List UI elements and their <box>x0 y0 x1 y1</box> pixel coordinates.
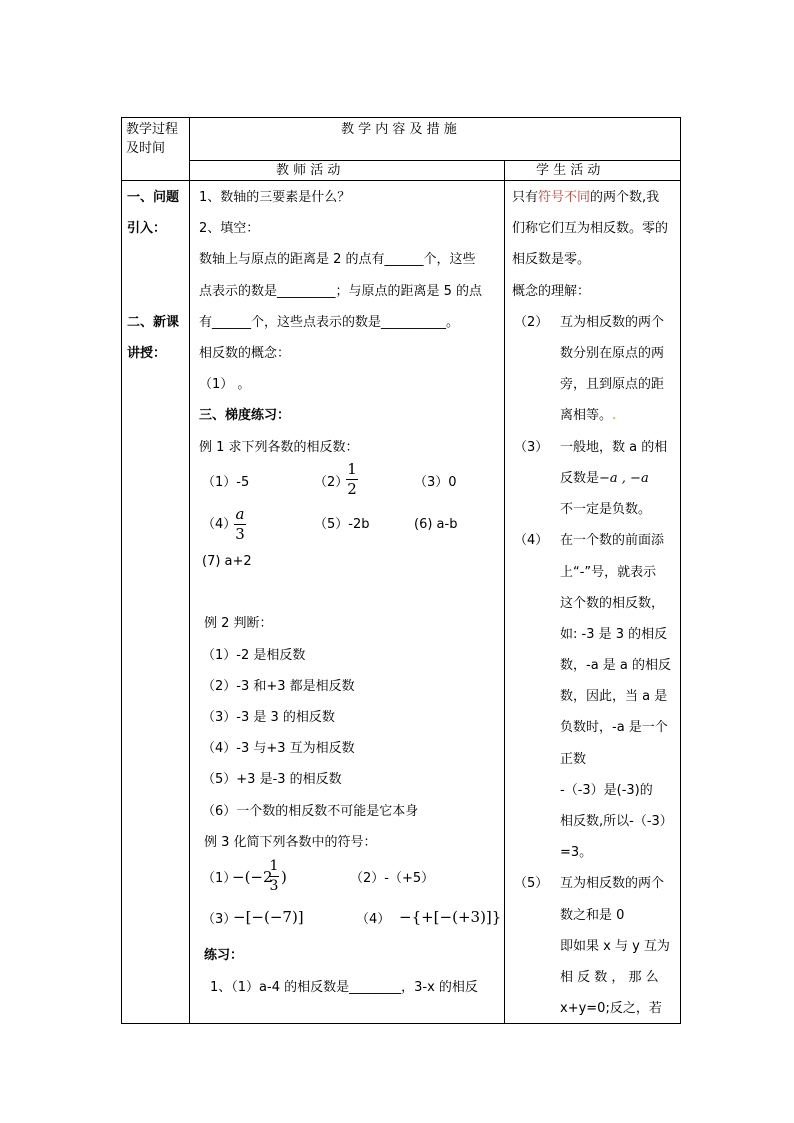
point-4-line-4: 如: -3 是 3 的相反 <box>560 627 668 642</box>
simplify-4-label: （4） <box>356 912 391 927</box>
ex1-item-3: （3）0 <box>414 475 457 490</box>
point-5-line-1: 互为相反数的两个 <box>560 876 665 891</box>
point-2-line-2: 数分别在原点的两 <box>560 346 665 361</box>
point-5-line-3: 即如果 x 与 y 互为 <box>560 939 670 954</box>
point-2-line-1: 互为相反数的两个 <box>560 315 665 330</box>
fraction-a-over-3: a 3 <box>235 505 245 543</box>
point-3-line-3: 不一定是负数。 <box>560 502 652 517</box>
point-3-line-2: 反数是−a , −a <box>560 471 649 486</box>
concept-understanding: 概念的理解： <box>512 284 591 299</box>
simplify-1-close: ) <box>281 868 287 886</box>
student-definition-line-3: 相反数是零。 <box>512 252 591 267</box>
content-title: 教 学 内 容 及 措 施 <box>341 122 457 137</box>
ex1-item-2: （2） <box>314 475 349 490</box>
concept-item-1: （1） 。 <box>199 377 251 392</box>
point-4-line-11: =3。 <box>560 845 593 860</box>
example-3: 例 3 化简下列各数中的符号： <box>204 835 377 850</box>
judge-1: （1）-2 是相反数 <box>202 648 306 663</box>
judge-5: （5）+3 是-3 的相反数 <box>202 772 342 787</box>
fill-blank-line-2: 点表示的数是_________；与原点的距离是 5 的点 <box>199 284 483 299</box>
student-definition-line-2: 们称它们互为相反数。零的 <box>512 221 669 236</box>
fill-blank-line-3: 有______个，这些点表示的数是__________。 <box>199 315 460 330</box>
point-4-number: （4） <box>514 533 549 548</box>
point-4-line-9: -（-3）是(-3)的 <box>560 783 653 798</box>
practice-1: 1、（1）a-4 的相反数是________，3-x 的相反 <box>210 980 478 995</box>
student-definition-line-1: 只有符号不同的两个数,我 <box>512 190 660 205</box>
time-column-header-1: 教学过程 <box>126 122 179 137</box>
example-1: 例 1 求下列各数的相反数： <box>199 440 359 455</box>
student-activity-header: 学 生 活 动 <box>536 163 601 178</box>
simplify-3-label: （3） <box>202 912 237 927</box>
point-4-line-5: 数，-a 是 a 的相反 <box>560 658 672 673</box>
point-4-line-2: 上“-”号，就表示 <box>560 565 657 580</box>
ex1-item-1: （1）-5 <box>202 475 250 490</box>
point-2-line-4: 离相等。. <box>560 408 617 423</box>
concept-label: 相反数的概念： <box>199 346 291 361</box>
ex1-item-6: (6) a-b <box>414 517 458 532</box>
point-5-line-2: 数之和是 0 <box>560 908 625 923</box>
simplify-1-label: （1） <box>202 871 237 886</box>
simplify-4-expr: −{+[−(+3)]} <box>399 908 502 926</box>
point-4-line-10: 相反数,所以-（-3） <box>560 814 673 829</box>
point-2-line-3: 旁，且到原点的距 <box>560 377 665 392</box>
question-2: 2、填空： <box>199 221 260 236</box>
section-intro-2: 引入： <box>127 221 167 236</box>
teacher-activity-header: 教 师 活 动 <box>276 163 341 178</box>
fraction-one-half: 1 2 <box>347 460 357 498</box>
question-1: 1、数轴的三要素是什么？ <box>199 190 351 205</box>
point-2-number: （2） <box>514 315 549 330</box>
section-new-1: 二、新课 <box>127 315 180 330</box>
judge-2: （2）-3 和+3 都是相反数 <box>202 679 355 694</box>
section-intro-1: 一、问题 <box>127 190 180 205</box>
point-4-line-1: 在一个数的前面添 <box>560 533 665 548</box>
judge-6: （6）一个数的相反数不可能是它本身 <box>202 804 419 819</box>
simplify-1-expr: −(−2 <box>232 868 273 886</box>
point-4-line-8: 正数 <box>560 752 587 767</box>
fill-blank-line-1: 数轴上与原点的距离是 2 的点有______个，这些 <box>199 252 476 267</box>
judge-4: （4）-3 与+3 互为相反数 <box>202 741 355 756</box>
mixed-number-fraction: 1 3 <box>269 858 279 894</box>
ex1-item-5: （5）-2b <box>314 517 370 532</box>
time-column-header-2: 及时间 <box>126 141 166 156</box>
practice-heading: 练习： <box>204 948 244 963</box>
example-2: 例 2 判断： <box>204 616 273 631</box>
ex1-item-7: (7) a+2 <box>202 554 252 569</box>
judge-3: （3）-3 是 3 的相反数 <box>202 710 335 725</box>
section-new-2: 讲授： <box>127 346 167 361</box>
point-4-line-3: 这个数的相反数， <box>560 596 665 611</box>
point-5-line-4: 相 反 数 ， 那 么 <box>560 970 659 985</box>
ex1-item-4: （4） <box>202 517 237 532</box>
point-4-line-6: 数，因此，当 a 是 <box>560 689 668 704</box>
point-3-line-1: 一般地，数 a 的相 <box>560 440 668 455</box>
point-5-number: （5） <box>514 876 549 891</box>
simplify-2: （2）-（+5） <box>350 871 435 886</box>
point-5-line-5: x+y=0;反之，若 <box>560 1001 662 1016</box>
simplify-3-expr: −[−(−7)] <box>233 908 304 926</box>
point-3-number: （3） <box>514 440 549 455</box>
point-4-line-7: 负数时，-a 是一个 <box>560 720 668 735</box>
section-practice-heading: 三、梯度练习： <box>199 408 291 423</box>
